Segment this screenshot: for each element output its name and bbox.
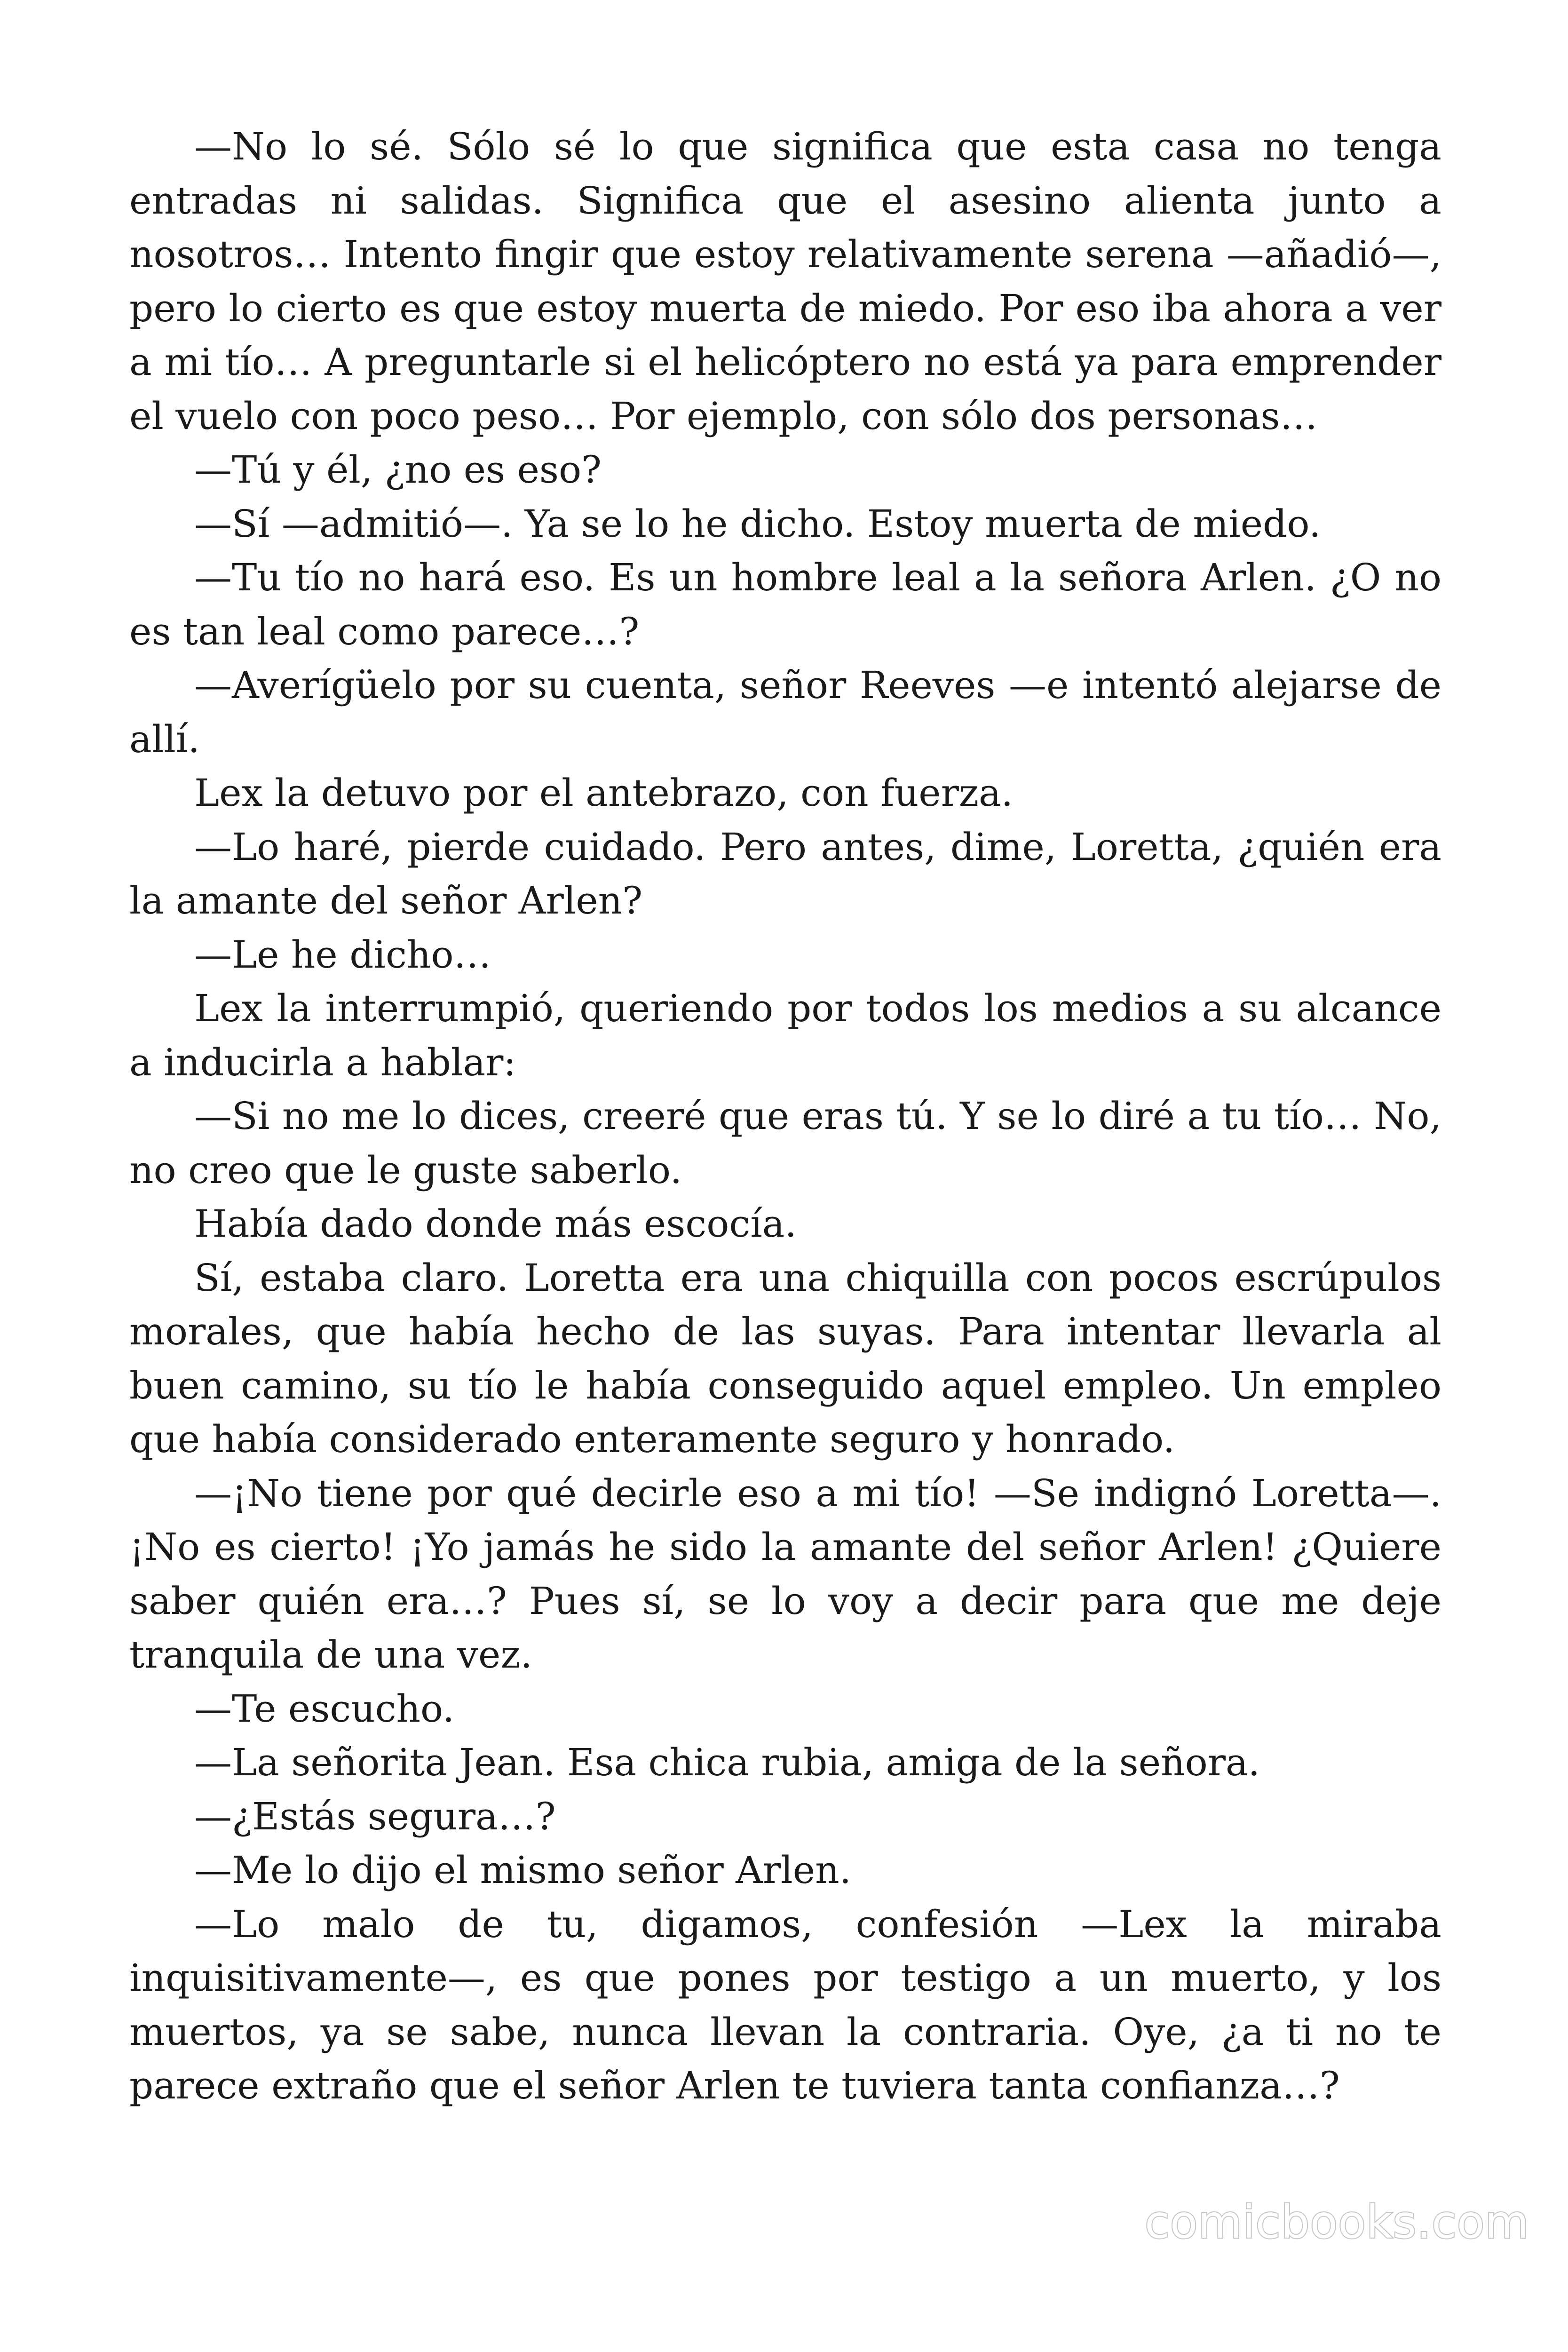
paragraph: —Si no me lo dices, creeré que eras tú. Y se lo diré a tu tío… No, no creo que le guste saberlo. [129, 1094, 1441, 1192]
paragraph: Había dado donde más escocía. [194, 1202, 797, 1246]
watermark: comicbooks.com [1144, 2196, 1529, 2249]
paragraph: —Lo malo de tu, digamos, confesión —Lex la miraba inquisitivamente—, es que pones por testigo a un muerto, y los muertos, ya se sabe, nunca llevan la contraria. Oye, ¿a ti no te parece extraño que el señor Arlen te tuviera tanta confianza…? [129, 1902, 1441, 2107]
paragraph: —¡No tiene por qué decirle eso a mi tío! —Se indignó Loretta—. ¡No es cierto! ¡Yo jamás he sido la amante del señor Arlen! ¿Quiere saber quién era…? Pues sí, se lo voy a decir para que me deje tranquila de una vez. [129, 1471, 1441, 1677]
paragraph: —Le he dicho… [194, 932, 491, 977]
paragraph: Lex la detuvo por el antebrazo, con fuerza. [194, 771, 1014, 815]
page-text [129, 120, 1441, 2113]
paragraph: —Averígüelo por su cuenta, señor Reeves —e intentó alejarse de allí. [129, 663, 1441, 761]
paragraph: —¿Estás segura…? [194, 1794, 556, 1838]
paragraph: —La señorita Jean. Esa chica rubia, amiga de la señora. [194, 1740, 1260, 1784]
paragraph: —Tu tío no hará eso. Es un hombre leal a la señora Arlen. ¿O no es tan leal como parece…? [129, 556, 1441, 653]
paragraph: —Me lo dijo el mismo señor Arlen. [194, 1848, 852, 1892]
paragraph: —Lo haré, pierde cuidado. Pero antes, dime, Loretta, ¿quién era la amante del señor Arlen? [129, 825, 1441, 922]
paragraph: —Tú y él, ¿no es eso? [194, 448, 602, 492]
paragraph: —No lo sé. Sólo sé lo que significa que esta casa no tenga entradas ni salidas. Significa que el asesino alienta junto a nosotros… Intento fingir que estoy relativamente serena —añadió—, pero lo cierto es que estoy muerta de miedo. Por eso iba ahora a ver a mi tío… A preguntarle si el helicóptero no está ya para emprender el vuelo con poco peso… Por ejemplo, con sólo dos personas… [129, 125, 1441, 438]
paragraph: —Te escucho. [194, 1686, 455, 1731]
paragraph: —Sí —admitió—. Ya se lo he dicho. Estoy muerta de miedo. [194, 501, 1321, 546]
paragraph: Lex la interrumpió, queriendo por todos los medios a su alcance a inducirla a hablar: [129, 986, 1441, 1084]
paragraph: Sí, estaba claro. Loretta era una chiquilla con pocos escrúpulos morales, que había hecho de las suyas. Para intentar llevarla al buen camino, su tío le había conseguido aquel empleo. Un empleo que había considerado enteramente seguro y honrado. [129, 1255, 1441, 1461]
